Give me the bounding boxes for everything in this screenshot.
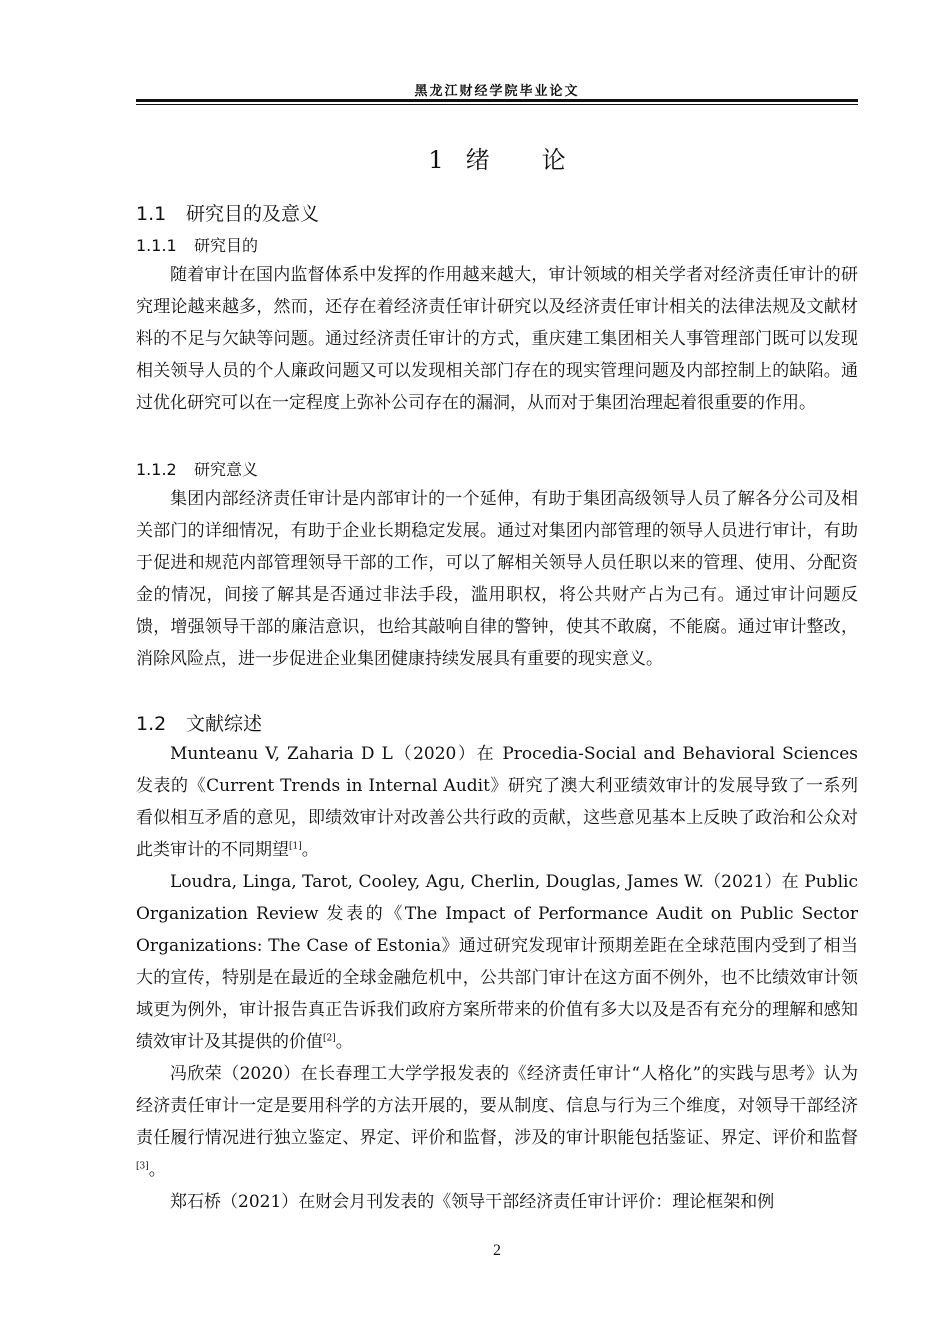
section-title: 文献综述: [186, 713, 263, 735]
paragraph-literature-3: [136, 1058, 858, 1186]
chapter-title-char-1: 绪: [465, 146, 490, 174]
page-number: 2: [493, 1242, 501, 1259]
section-title: 研究目的及意义: [186, 203, 320, 225]
paragraph-text: 冯欣荣（2020）在长春理工大学学报发表的《经济责任审计“人格化”的实践与思考》认为经济责任审计一定是要用科学的方法开展的，要从制度、信息与行为三个维度，对领导干部经济责任履行情况进行独立鉴定、界定、评价和监督，涉及的审计职能包括鉴证、界定、评价和监督: [136, 1064, 858, 1148]
section-heading-1-2: [136, 709, 262, 736]
running-header: 黑龙江财经学院毕业论文: [414, 84, 580, 99]
paragraph-research-significance: 集团内部经济责任审计是内部审计的一个延伸，有助于集团高级领导人员了解各分公司及相关部门的详细情况，有助于企业长期稳定发展。通过对集团内部管理的领导人员进行审计，有助于促进和规范内部管理领导干部的工作，可以了解相关领导人员任职以来的管理、使用、分配资金的情况，间接了解其是否通过非法手段，滥用职权，将公共财产占为己有。通过审计问题反馈，增强领导干部的廉洁意识，也给其敲响自律的警钟，使其不敢腐，不能腐。通过审计整改，消除风险点，进一步促进企业集团健康持续发展具有重要的现实意义。: [136, 489, 858, 669]
paragraph-research-purpose: 随着审计在国内监督体系中发挥的作用越来越大，审计领域的相关学者对经济责任审计的研究理论越来越多，然而，还存在着经济责任审计研究以及经济责任审计相关的法律法规及文献材料的不足与欠缺等问题。通过经济责任审计的方式，重庆建工集团相关人事管理部门既可以发现相关领导人员的个人廉政问题又可以发现相关部门存在的现实管理问题及内部控制上的缺陷。通过优化研究可以在一定程度上弥补公司存在的漏洞，从而对于集团治理起着很重要的作用。: [136, 265, 858, 413]
section-heading-1-1: [136, 199, 319, 226]
section-number: 1.2: [136, 713, 167, 735]
paragraph-literature-2: [136, 866, 858, 1058]
subsection-title: 研究目的: [194, 236, 259, 255]
citation-ref: [1]: [289, 841, 302, 852]
citation-ref: [2]: [323, 1033, 336, 1044]
paragraph-literature-1: [136, 738, 858, 866]
section-number: 1.1: [136, 203, 167, 225]
paragraph-end: 。: [148, 1160, 166, 1180]
subsection-number: 1.1.1: [136, 236, 177, 255]
paragraph-end: 。: [335, 1032, 353, 1052]
header-rule-thin: [136, 104, 858, 105]
subsection-heading-1-1-2: [136, 457, 258, 480]
chapter-number: 1: [428, 146, 444, 174]
subsection-title: 研究意义: [194, 460, 259, 479]
chapter-title-char-2: 论: [541, 146, 566, 174]
paragraph-text: Munteanu V, Zaharia D L（2020）在 Procedia-Social and Behavioral Sciences 发表的《Current Trends in Internal Audit》研究了澳大利亚绩效审计的发展导致了一系列看似相互矛盾的意见，即绩效审计对改善公共行政的贡献，这些意见基本上反映了政治和公众对此类审计的不同期望: [136, 744, 858, 860]
paragraph-text: Loudra, Linga, Tarot, Cooley, Agu, Cherlin, Douglas, James W.（2021）在 Public Organization Review 发表的《The Impact of Performance Audit on Public Sector Organizations: The Case of Estonia》通过研究发现审计预期差距在全球范围内受到了相当大的宣传，特别是在最近的全球金融危机中，公共部门审计在这方面不例外，也不比绩效审计领域更为例外，审计报告真正告诉我们政府方案所带来的价值有多大以及是否有充分的理解和感知绩效审计及其提供的价值: [136, 872, 858, 1052]
subsection-number: 1.1.2: [136, 460, 177, 479]
header-rule-thick: [136, 99, 858, 102]
subsection-heading-1-1-1: [136, 233, 258, 256]
citation-ref: [3]: [136, 1161, 149, 1172]
chapter-title: [136, 140, 858, 175]
paragraph-literature-4: 郑石桥（2021）在财会月刊发表的《领导干部经济责任审计评价：理论框架和例: [170, 1192, 775, 1212]
paragraph-end: 。: [301, 840, 319, 860]
